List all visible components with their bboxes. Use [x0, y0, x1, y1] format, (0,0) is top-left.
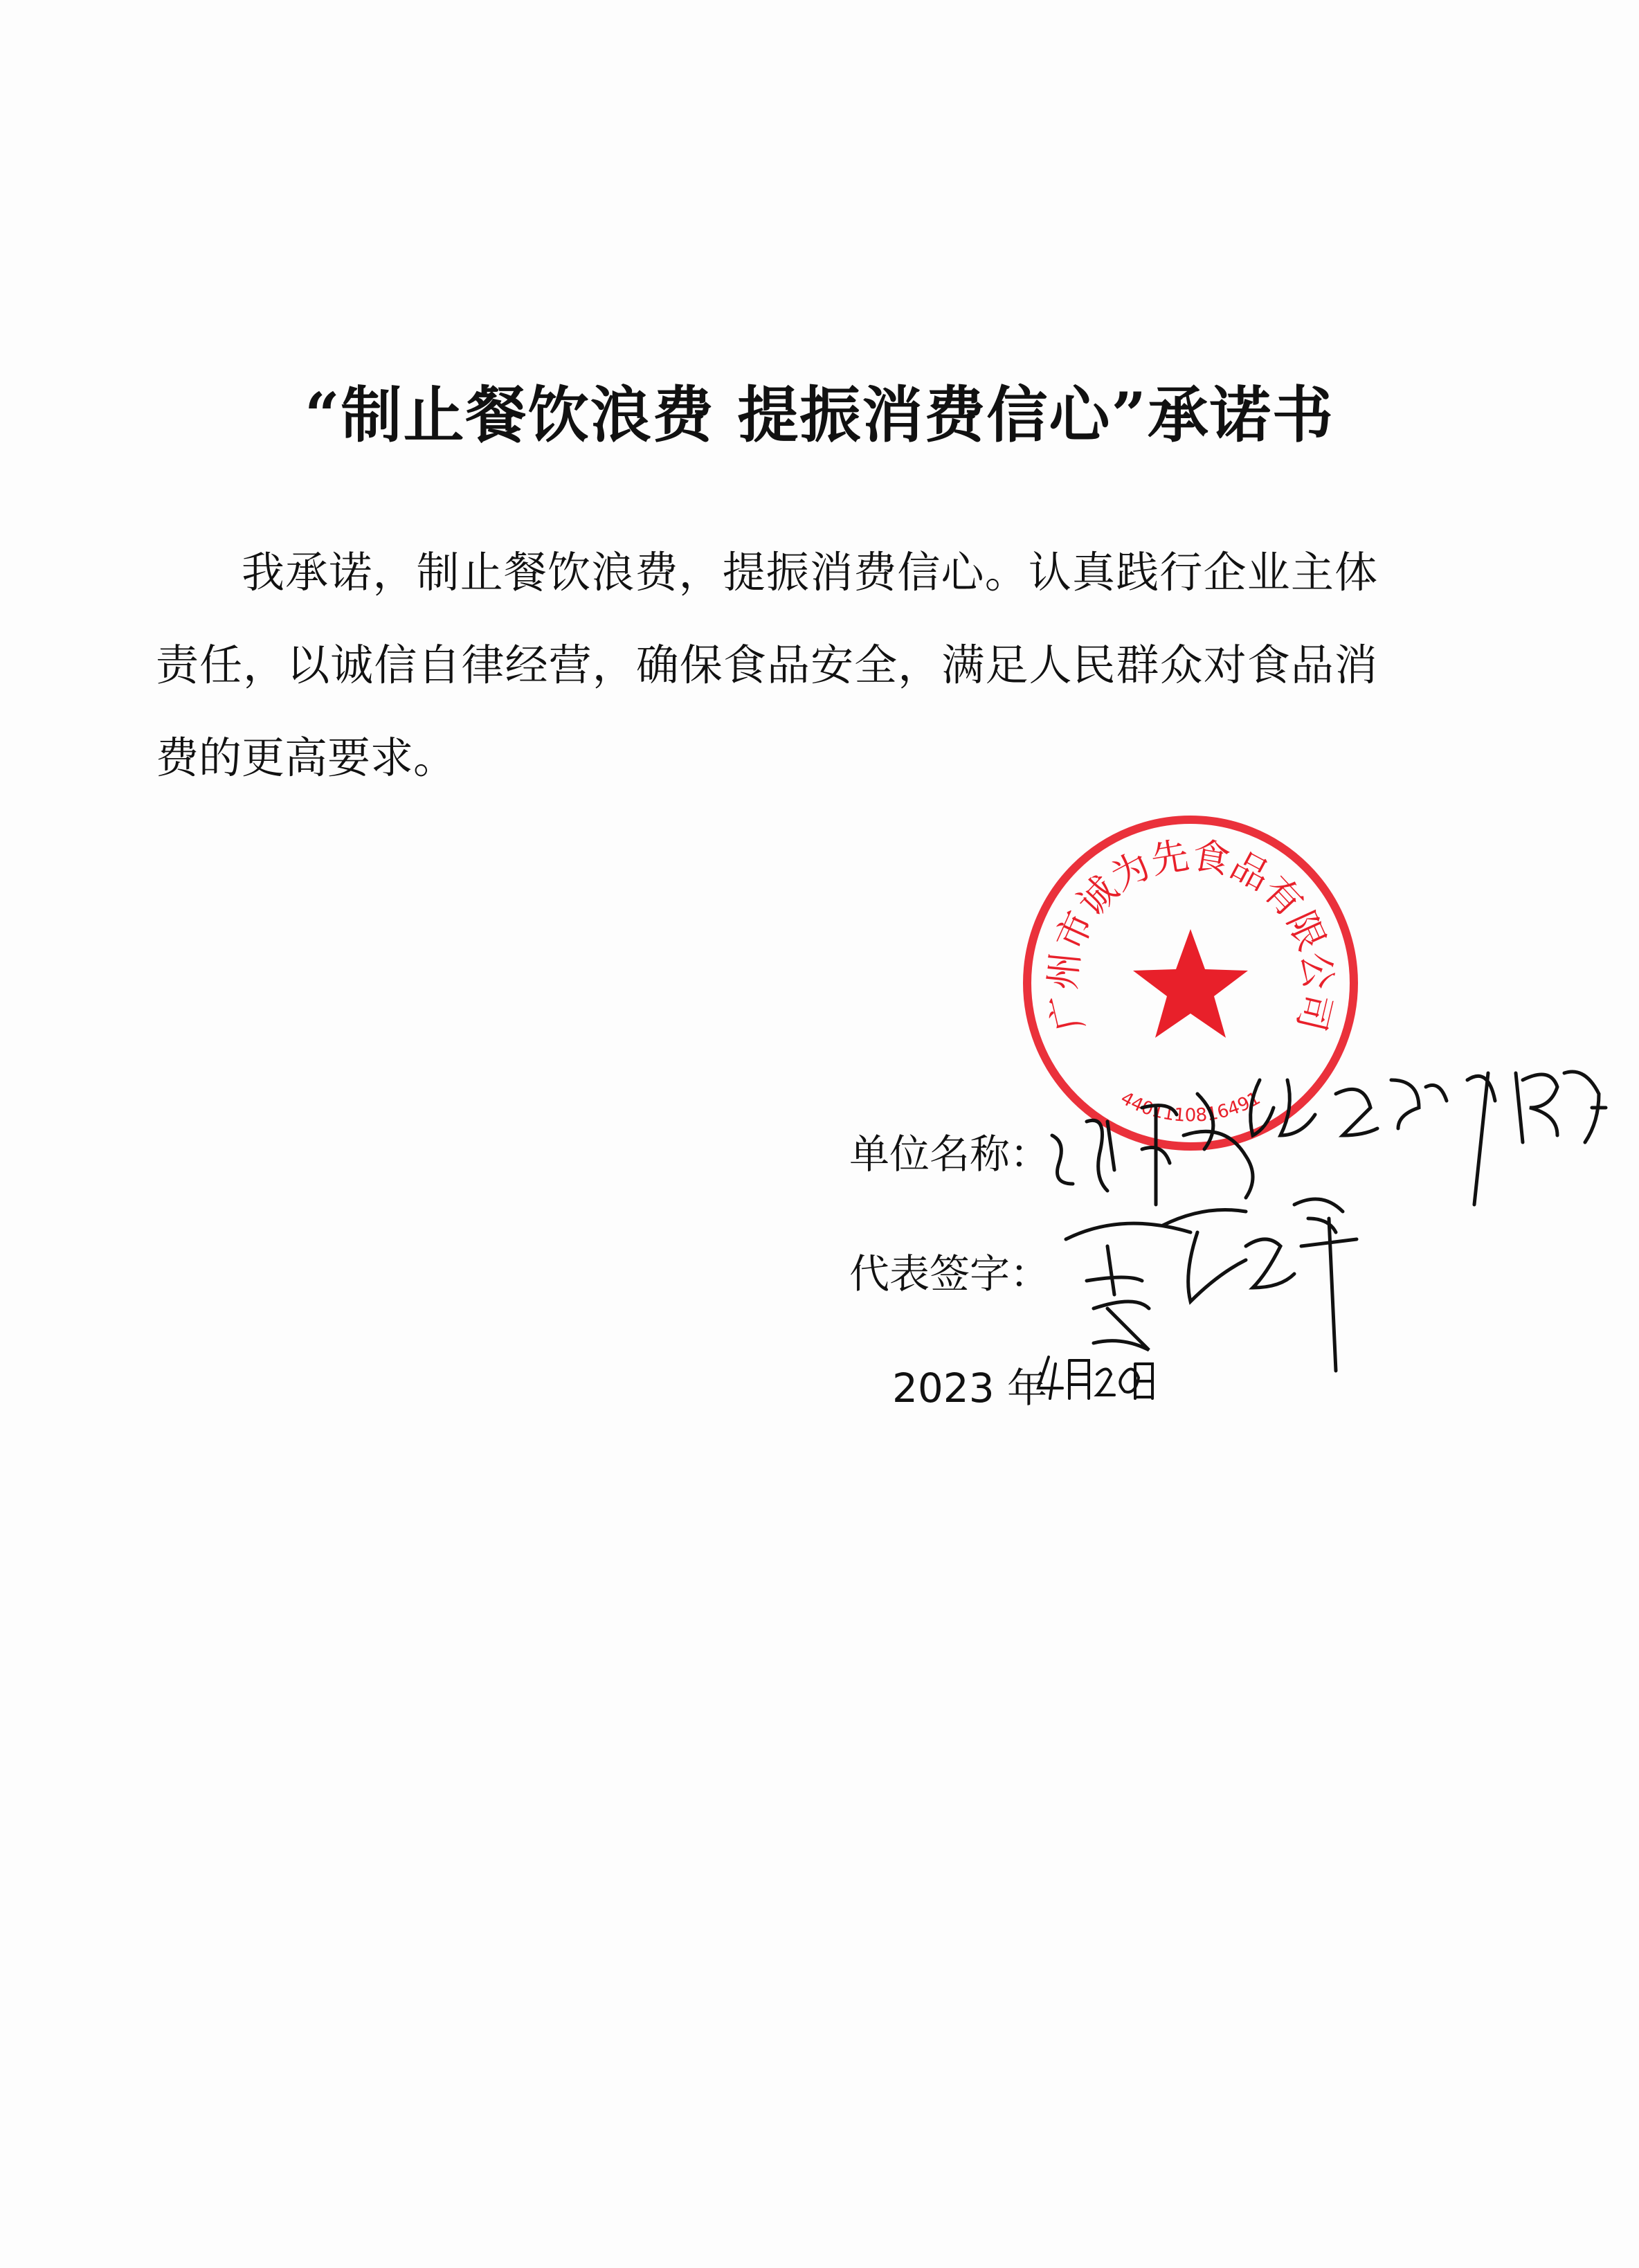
company-seal	[1027, 820, 1354, 1146]
seal-text: 广州市诚为先食品有限公司	[1040, 833, 1341, 1036]
document-title: “制止餐饮浪费 提振消费信心”承诺书	[305, 379, 1334, 451]
signature-label: 代表签字：	[849, 1250, 1051, 1297]
handwritten-date	[1038, 1357, 1152, 1398]
date-year: 2023 年	[892, 1365, 1048, 1412]
unit-name-label: 单位名称：	[849, 1131, 1051, 1178]
seal-number: 4401110816491	[1117, 1088, 1264, 1126]
commitment-text: 我承诺，制止餐饮浪费，提振消费信心。认真践行企业主体责任，以诚信自律经营，确保食品安全，满足人民群众对食品消费的更高要求。	[156, 547, 1377, 783]
star-icon	[1133, 929, 1248, 1038]
handwritten-signature	[1066, 1199, 1357, 1371]
